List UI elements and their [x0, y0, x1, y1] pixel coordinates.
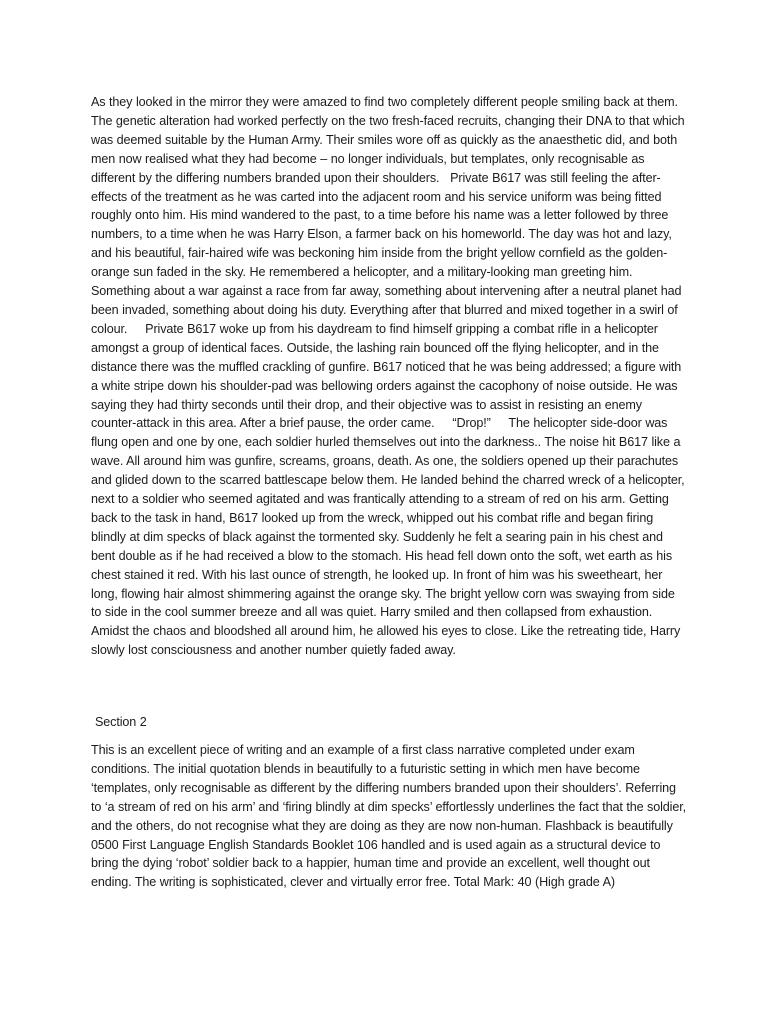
story-paragraph: As they looked in the mirror they were amazed to find two completely different people smiling back at them. The genetic alteration had worked perfectly on the two fresh-faced recruits, changing their DNA to that which was deemed suitable by the Human Army. Their smiles wore off as quickly as the anaesthetic did, and both men now realised what they had become – no longer individuals, but templates, only recognisable as different by the differing numbers branded upon their shoulders. Private B617 was still feeling the after-effects of the treatment as he was carted into the adjacent room and his service uniform was being fitted roughly onto him. His mind wandered to the past, to a time before his name was a letter followed by three numbers, to a time when he was Harry Elson, a farmer back on his homeworld. The day was hot and lazy, and his beautiful, fair-haired wife was beckoning him inside from the bright yellow cornfield as the golden-orange sun faded in the sky. He remembered a helicopter, and a military-looking man greeting him. Something about a war against a race from far away, something about intervening after a neutral planet had been invaded, something about doing his duty. Everything after that blurred and mixed together in a swirl of colour. Private B617 woke up from his daydream to find himself gripping a combat rifle in a helicopter amongst a group of identical faces. Outside, the lashing rain bounced off the flying helicopter, and in the distance there was the muffled crackling of gunfire. B617 noticed that he was being addressed; a figure with a white stripe down his shoulder-pad was bellowing orders against the cacophony of noise outside. He was saying they had thirty seconds until their drop, and their objective was to assist in resisting an enemy counter-attack in this area. After a brief pause, the order came. “Drop!” The helicopter side-door was flung open and one by one, each soldier hurled themselves out into the darkness.. The noise hit B617 like a wave. All around him was gunfire, screams, groans, death. As one, the soldiers opened up their parachutes and glided down to the scarred battlescape below them. He landed behind the charred wreck of a helicopter, next to a soldier who seemed agitated and was frantically attending to a stream of red on his arm. Getting back to the task in hand, B617 looked up from the wreck, whipped out his combat rifle and began firing blindly at dim specks of black against the tormented sky. Suddenly he felt a searing pain in his chest and bent double as if he had received a blow to the stomach. His head fell down onto the soft, wet earth as his chest stained it red. With his last ounce of strength, he looked up. In front of him was his sweetheart, her long, flowing hair almost shimmering against the orange sky. The bright yellow corn was swaying from side to side in the cool summer breeze and all was quiet. Harry smiled and then collapsed from exhaustion. Amidst the chaos and bloodshed all around him, he allowed his eyes to close. Like the retreating tide, Harry slowly lost consciousness and another number quietly faded away.: [91, 95, 685, 658]
section-heading: Section 2: [95, 715, 147, 729]
commentary-paragraph: This is an excellent piece of writing and an example of a first class narrative completed under exam conditions. The initial quotation blends in beautifully to a futuristic setting in which men have become ‘templates, only recognisable as different by the differing numbers branded upon their shoulders’. Referring to ‘a stream of red on his arm’ and ‘firing blindly at dim specks’ effortlessly underlines the fact that the soldier, and the others, do not recognise what they are doing as they are now non-human. Flashback is beautifully 0500 First Language English Standards Booklet 106 handled and is used again as a structural device to bring the dying ‘robot’ soldier back to a happier, human time and provide an excellent, well thought out ending. The writing is sophisticated, clever and virtually error free. Total Mark: 40 (High grade A): [91, 743, 686, 890]
